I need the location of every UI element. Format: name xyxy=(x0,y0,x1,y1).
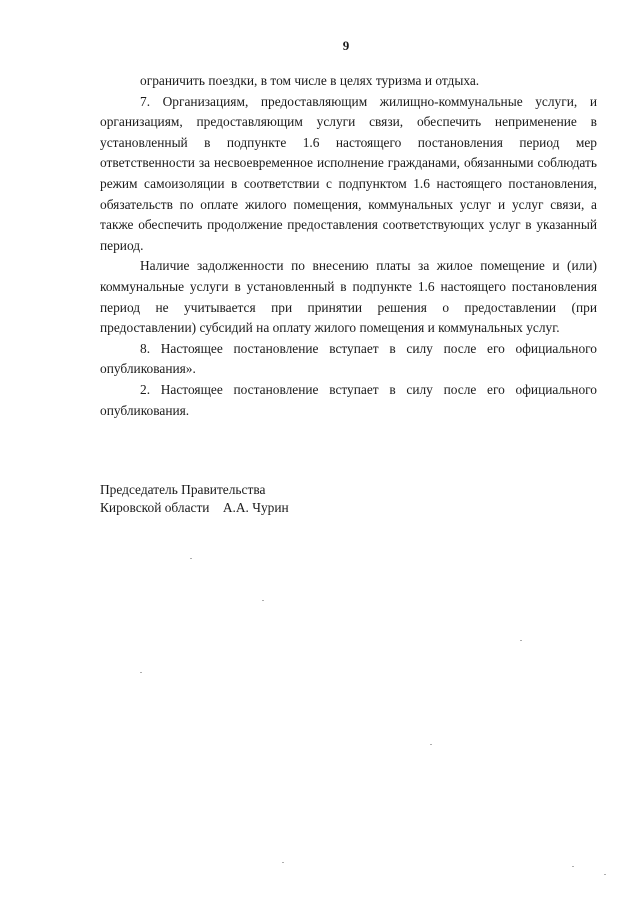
scan-speck xyxy=(190,558,192,559)
scan-speck xyxy=(140,672,142,673)
paragraph-debt-note: Наличие задолженности по внесению платы за жилое помещение и (или) коммунальные услуги в установленный в подпункте 1.6 настоящего постановления период не учитывается при принятии решения о предоставлении (при предоставлении) субсидий на оплату жилого помещения и коммунальных услуг. xyxy=(100,258,597,336)
signature-name: Кировской области А.А. Чурин xyxy=(100,500,289,515)
paragraph-item-7: 7. Организациям, предоставляющим жилищно-коммунальные услуги, и организациям, предоставляющим услуги связи, обеспечить неприменение в установленный в подпункте 1.6 настоящего постановления период мер ответственности за несвоевременное исполнение гражданами, обязанными соблюдать режим самоизоляции в соответствии с подпунктом 1.6 настоящего постановления, обязательств по оплате жилого помещения, коммунальных услуг и услуг связи, а также обеспечить продолжение предоставления соответствующих услуг в указанный период. xyxy=(100,93,597,253)
signature-block xyxy=(100,481,289,517)
paragraph-item-2: 2. Настоящее постановление вступает в силу после его официального опубликования. xyxy=(100,381,597,418)
scan-speck xyxy=(282,862,284,863)
page-number: 9 xyxy=(342,38,350,53)
paragraph-continuation: ограничить поездки, в том числе в целях туризма и отдыха. xyxy=(140,73,480,88)
scan-speck xyxy=(520,640,522,641)
paragraph-item-8: 8. Настоящее постановление вступает в силу после его официального опубликования». xyxy=(100,340,597,377)
scan-speck xyxy=(572,866,574,867)
document-body xyxy=(100,71,597,421)
scan-speck xyxy=(262,600,264,601)
signature-title: Председатель Правительства xyxy=(100,482,266,497)
scan-speck xyxy=(430,744,432,745)
scan-speck xyxy=(604,874,606,875)
